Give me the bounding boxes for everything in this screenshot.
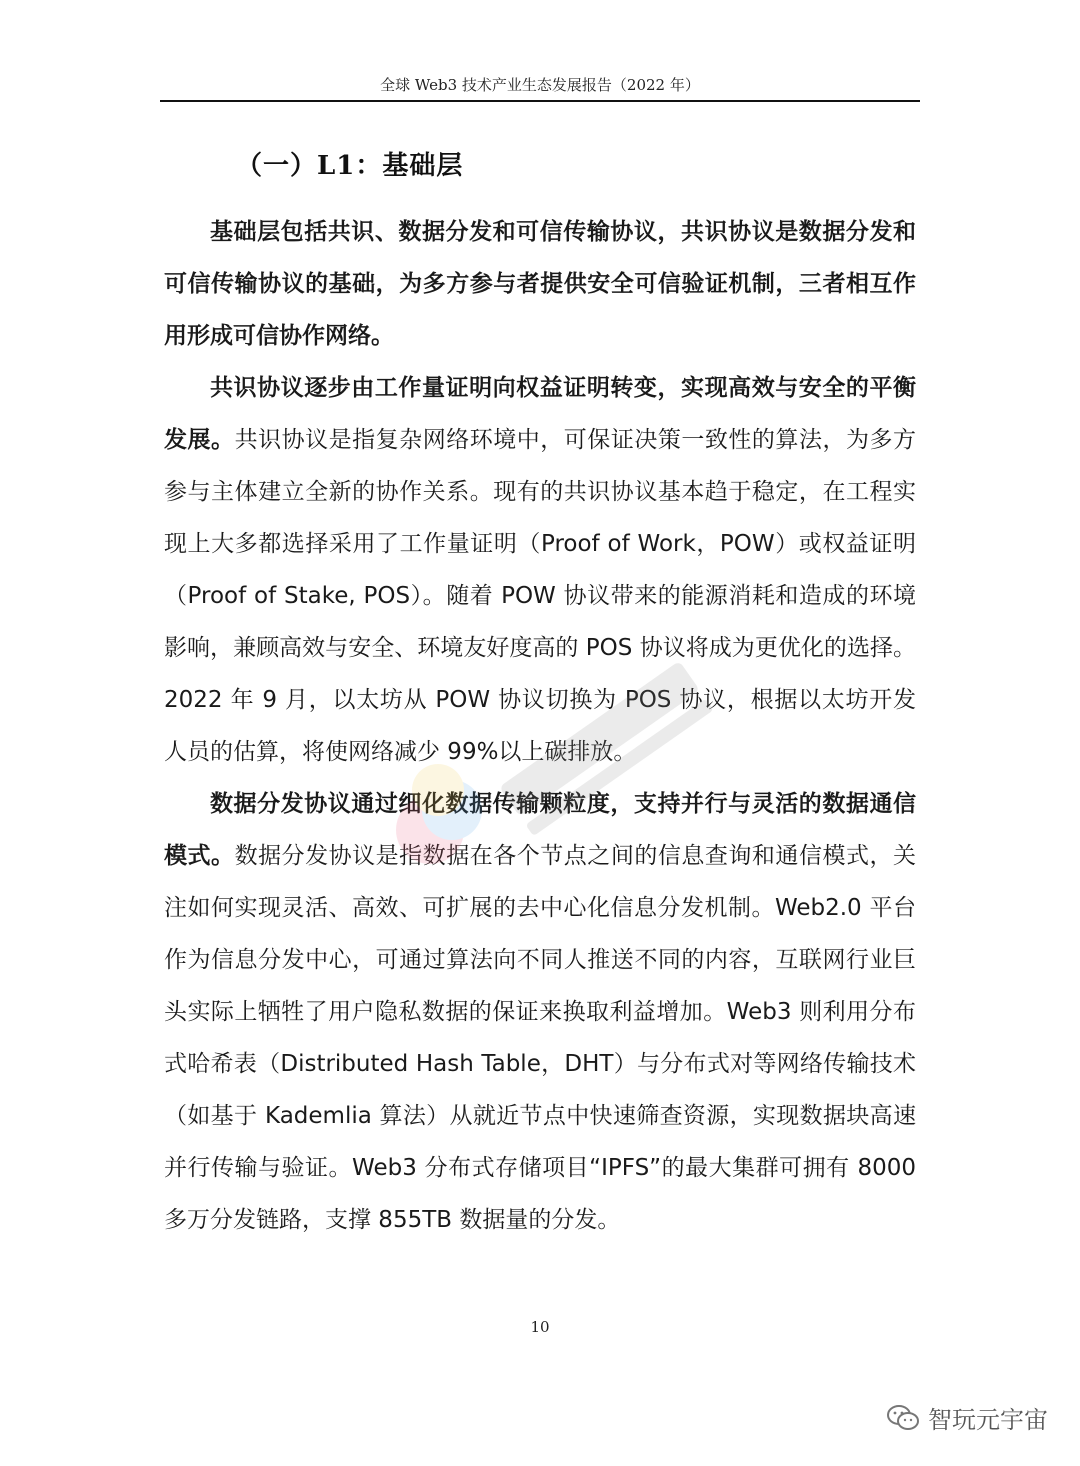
header-divider — [160, 100, 920, 102]
body-text — [164, 206, 916, 1246]
paragraph-body: 共识协议是指复杂网络环境中，可保证决策一致性的算法，为多方参与主体建立全新的协作关系。现有的共识协议基本趋于稳定，在工程实现上大多都选择采用了工作量证明（Proof of Work，POW）或权益证明（Proof of Stake, POS）。随着 POW 协议带来的能源消耗和造成的环境影响，兼顾高效与安全、环境友好度高的 POS 协议将成为更优化的选择。2022 年 9 月，以太坊从 POW 协议切换为 POS 协议，根据以太坊开发人员的估算，将使网络减少 99%以上碳排放。 — [164, 427, 917, 765]
section-heading: （一）L1：基础层 — [236, 151, 464, 181]
paragraph — [164, 778, 916, 1246]
running-header: 全球 Web3 技术产业生态发展报告（2022 年） — [380, 76, 700, 94]
paragraph-lead: 数据分发协议通过细化数据传输颗粒度，支持并行与灵活的数据通信模式。 — [164, 791, 916, 869]
footer-brand — [886, 1400, 1048, 1435]
paragraph-body: 数据分发协议是指数据在各个节点之间的信息查询和通信模式，关注如何实现灵活、高效、可扩展的去中心化信息分发机制。Web2.0 平台作为信息分发中心，可通过算法向不同人推送不同的内容，互联网行业巨头实际上牺牲了用户隐私数据的保证来换取利益增加。Web3 则利用分布式哈希表（Distributed Hash Table，DHT）与分布式对等网络传输技术（如基于 Kademlia 算法）从就近节点中快速筛查资源，实现数据块高速并行传输与验证。Web3 分布式存储项目“IPFS”的最大集群可拥有 8000 多万分发链路，支撑 855TB 数据量的分发。 — [164, 843, 917, 1233]
footer-brand-name: 智玩元宇宙 — [928, 1406, 1048, 1434]
paragraph — [164, 362, 916, 778]
paragraph-lead: 共识协议逐步由工作量证明向权益证明转变，实现高效与安全的平衡发展。 — [164, 375, 916, 453]
paragraph — [164, 206, 916, 362]
paragraph-lead: 基础层包括共识、数据分发和可信传输协议，共识协议是数据分发和可信传输协议的基础，为多方参与者提供安全可信验证机制，三者相互作用形成可信协作网络。 — [164, 219, 916, 349]
page-number: 10 — [530, 1318, 550, 1336]
wechat-icon — [886, 1404, 920, 1432]
